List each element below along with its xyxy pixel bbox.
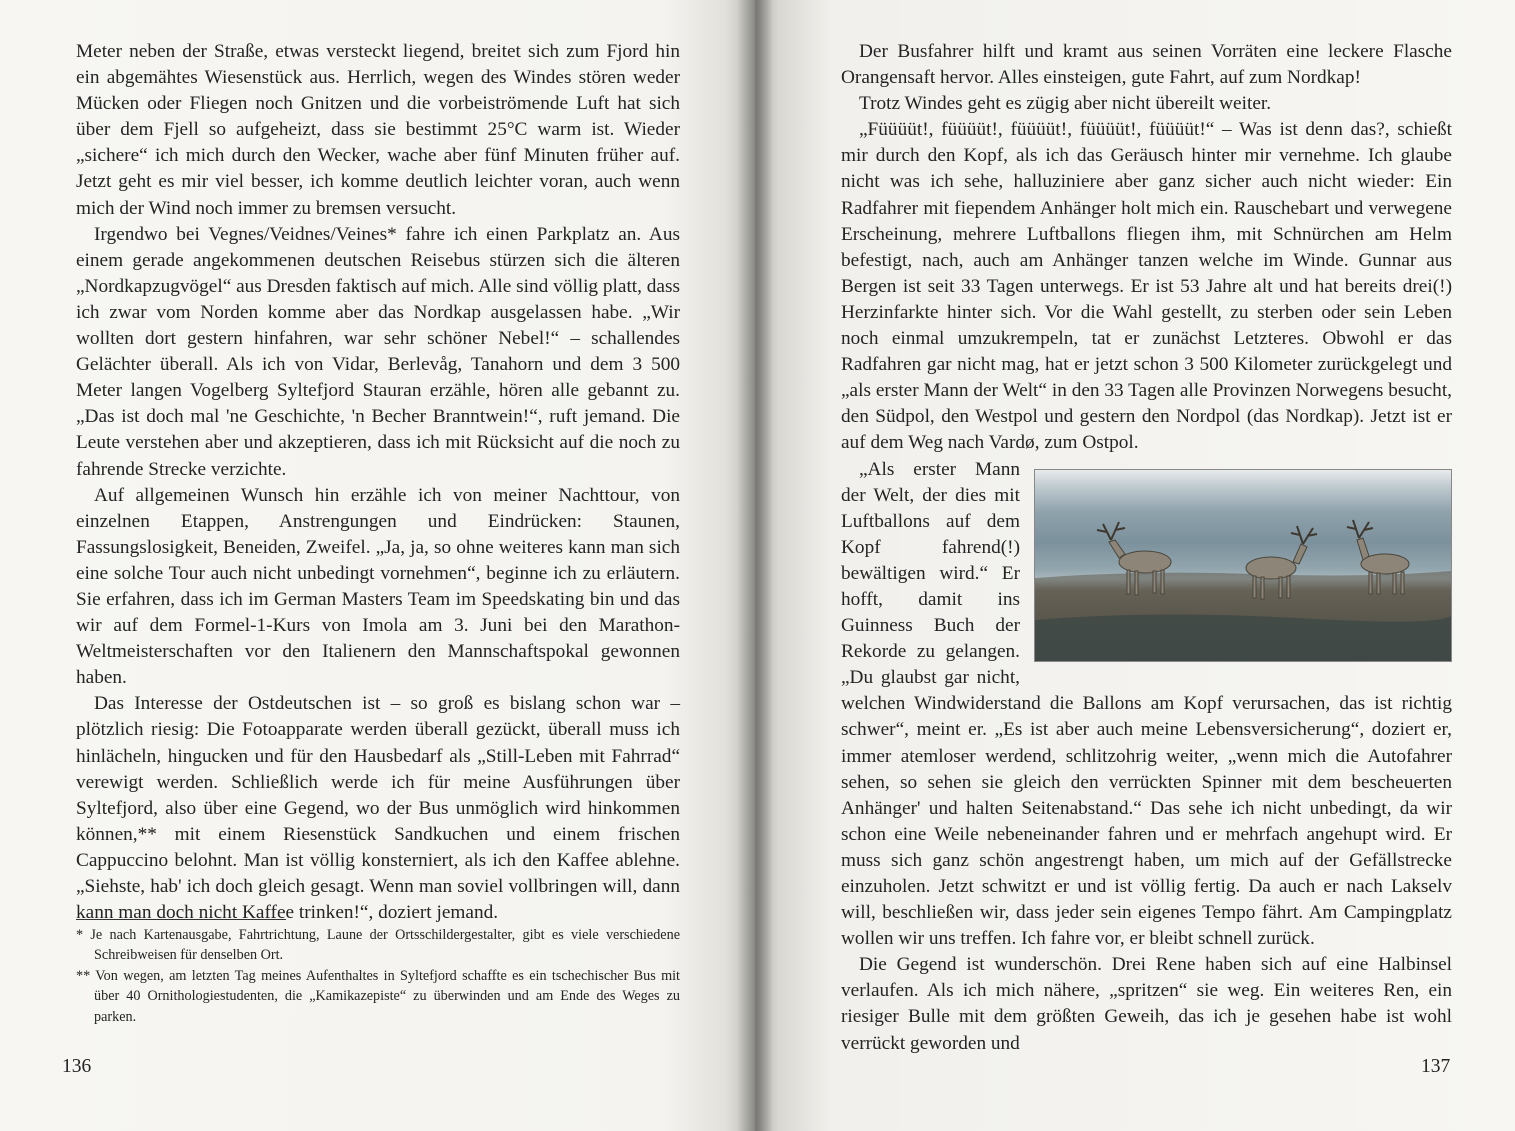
paragraph: Irgendwo bei Vegnes/Veidnes/Veines* fahre ich einen Parkplatz an. Aus einem gerade angekommenen deutschen Reisebus stürzen sich die älteren „Nordkapzugvögel“ aus Dresden faktisch auf mich. Alle sind völlig platt, dass ich zwar vom Norden komme aber das Nordkap ausgelassen habe. „Wir wollten dort gestern hinfahren, war sehr schöner Nebel!“ – schallendes Gelächter überall. Als ich von Vidar, Berlevåg, Tanahorn und dem 3 500 Meter langen Vogelberg Syltefjord Stauran erzähle, hören alle gebannt zu. „Das ist doch mal 'ne Geschichte, 'n Becher Branntwein!“, ruft jemand. Die Leute verstehen aber und akzeptieren, dass ich mit Rücksicht auf die noch zu fahrende Strecke verzichte. [76,223,680,480]
book-gutter [737,0,773,1131]
paragraph: Trotz Windes geht es zügig aber nicht übereilt weiter. [859,93,1272,115]
paragraph: Der Busfahrer hilft und kramt aus seinen Vorräten eine leckere Flasche Orangensaft hervor. Alles einsteigen, gute Fahrt, auf zum Nordkap! [841,41,1452,89]
paragraph: „Als erster Mann der Welt, der dies mit Luftballons auf dem Kopf fahrend(!) bewältigen wird.“ Er hofft, damit ins Guinness Buch der Rekorde zu gelangen. „Du glaubst gar nicht, welchen Windwiderstand die Ballons am Kopf verursachen, das ist richtig schwer“, meint er. „Es ist aber auch meine Lebensversicherung“, doziert er, immer atemloser werdend, schlitzohrig weiter, „wenn mich die Autofahrer sehen, so sehen sie gleich den verrückten Spinner mit dem bescheuerten Anhänger' und halten Seitenabstand.“ Das sehe ich nicht unbedingt, da wir schon eine Weile nebeneinander fahren und er mehrfach angehupt wird. Er muss sich ganz schön angestrengt haben, um mich auf der Gefällstrecke einzuholen. Jetzt schwitzt er und ist völlig fertig. Da auch er nach Lakselv will, beschließen wir, dass jeder sein eigenes Tempo fährt. Am Campingplatz wollen wir uns treffen. Ich fahre vor, er bleibt schnell zurück. [841,458,1452,950]
page-number-right: 137 [1421,1056,1451,1077]
reindeer-illustration [1035,470,1451,661]
paragraph: Auf allgemeinen Wunsch hin erzähle ich von meiner Nachttour, von einzelnen Etappen, Anstrengungen und Eindrücken: Staunen, Fassungslosigkeit, Beneiden, Zweifel. „Ja, ja, so ohne weiteres kann man sich eine solche Tour auch nicht unbedingt vornehmen“, beginne ich zu erläutern. Sie erfahren, dass ich im German Masters Team im Speedskating bin und das wir auf dem Formel-1-Kurs von Imola am 3. Juni bei den Marathon-Weltmeisterschaften vor den Italienern den Mannschaftspokal gewonnen haben. [76,484,680,689]
footnote: * Je nach Kartenausgabe, Fahrtrichtung, Laune der Ortsschildergestalter, gibt es viele verschiedene Schreibweisen für denselben Ort. [76,927,680,964]
footnotes [76,925,680,1027]
left-page-text [76,39,680,926]
reindeer-photo [1034,469,1452,662]
footnote: ** Von wegen, am letzten Tag meines Aufenthaltes in Syltefjord schaffte es ein tschechischer Bus mit über 40 Ornithologiestudenten, die „Kamikazepiste“ zu überwinden und am Ende des Weges zu parken. [76,967,680,1025]
paragraph: Das Interesse der Ostdeutschen ist – so groß es bislang schon war – plötzlich riesig: Die Fotoapparate werden überall gezückt, überall muss ich hinlächeln, hingucken und für den Hausbedarf als „Still-Leben mit Fahrrad“ verewigt werden. Schließlich werde ich für meine Ausführungen über Syltefjord, also über eine Gegend, wo der Bus unmöglich wird hinkommen können,** mit einem Riesenstück Sandkuchen und einem frischen Cappuccino belohnt. Man ist völlig konsterniert, als ich den Kaffee ablehne. „Siehste, hab' ich doch gleich gesagt. Wenn man soviel vollbringen will, dann kann man doch nicht Kaffee trinken!“, doziert jemand. [76,693,680,924]
paragraph: „Füüüüt!, füüüüt!, füüüüt!, füüüüt!, füüüüt!“ – Was ist denn das?, schießt mir durch den Kopf, als ich das Geräusch hinter mir vernehme. Ich glaube nicht was ich sehe, halluziniere aber ganz sicher auch nicht wieder: Ein Radfahrer mit fiependem Anhänger holt mich ein. Rauschebart und verwegene Erscheinung, mehrere Luftballons fliegen ihm, mit Schnürchen am Helm befestigt, nach, auch am Anhänger tanzen welche im Winde. Gunnar aus Bergen ist seit 33 Tagen unterwegs. Er ist 53 Jahre alt und hat bereits drei(!) Herzinfarkte hinter sich. Vor die Wahl gestellt, zu sterben oder sein Leben noch einmal umzukrempeln, tat er zunächst Letzteres. Obwohl er das Radfahren gar nicht mag, hat er jetzt schon 3 500 Kilometer zurückgelegt und „als erster Mann der Welt“ in den 33 Tagen alle Provinzen Norwegens besucht, den Südpol, den Westpol und gestern den Nordpol (das Nordkap). Jetzt ist er auf dem Weg nach Vardø, zum Ostpol. [841,119,1452,454]
paragraph: Meter neben der Straße, etwas versteckt liegend, breitet sich zum Fjord hin ein abgemähtes Wiesenstück aus. Herrlich, wegen des Windes stören weder Mücken oder Fliegen noch Gnitzen und die vorbeiströmende Luft hat sich über dem Fjell so aufgeheizt, dass sie bestimmt 25°C warm ist. Wieder „sichere“ ich mich durch den Wecker, wache aber fünf Minuten früher auf. Jetzt geht es mir viel besser, ich komme deutlich leichter voran, auch wenn mich der Wind noch immer zu bremsen versucht. [76,41,680,219]
right-page-text [841,39,1452,1057]
page-number-left: 136 [62,1056,92,1077]
paragraph: Die Gegend ist wunderschön. Drei Rene haben sich auf eine Halbinsel verlaufen. Als ich mich nähere, „spritzen“ sie weg. Ein weiteres Ren, ein riesiger Bulle mit dem größten Geweih, das ich je gesehen habe ist wohl verrückt geworden und [841,954,1452,1054]
footnote-divider [76,919,286,920]
